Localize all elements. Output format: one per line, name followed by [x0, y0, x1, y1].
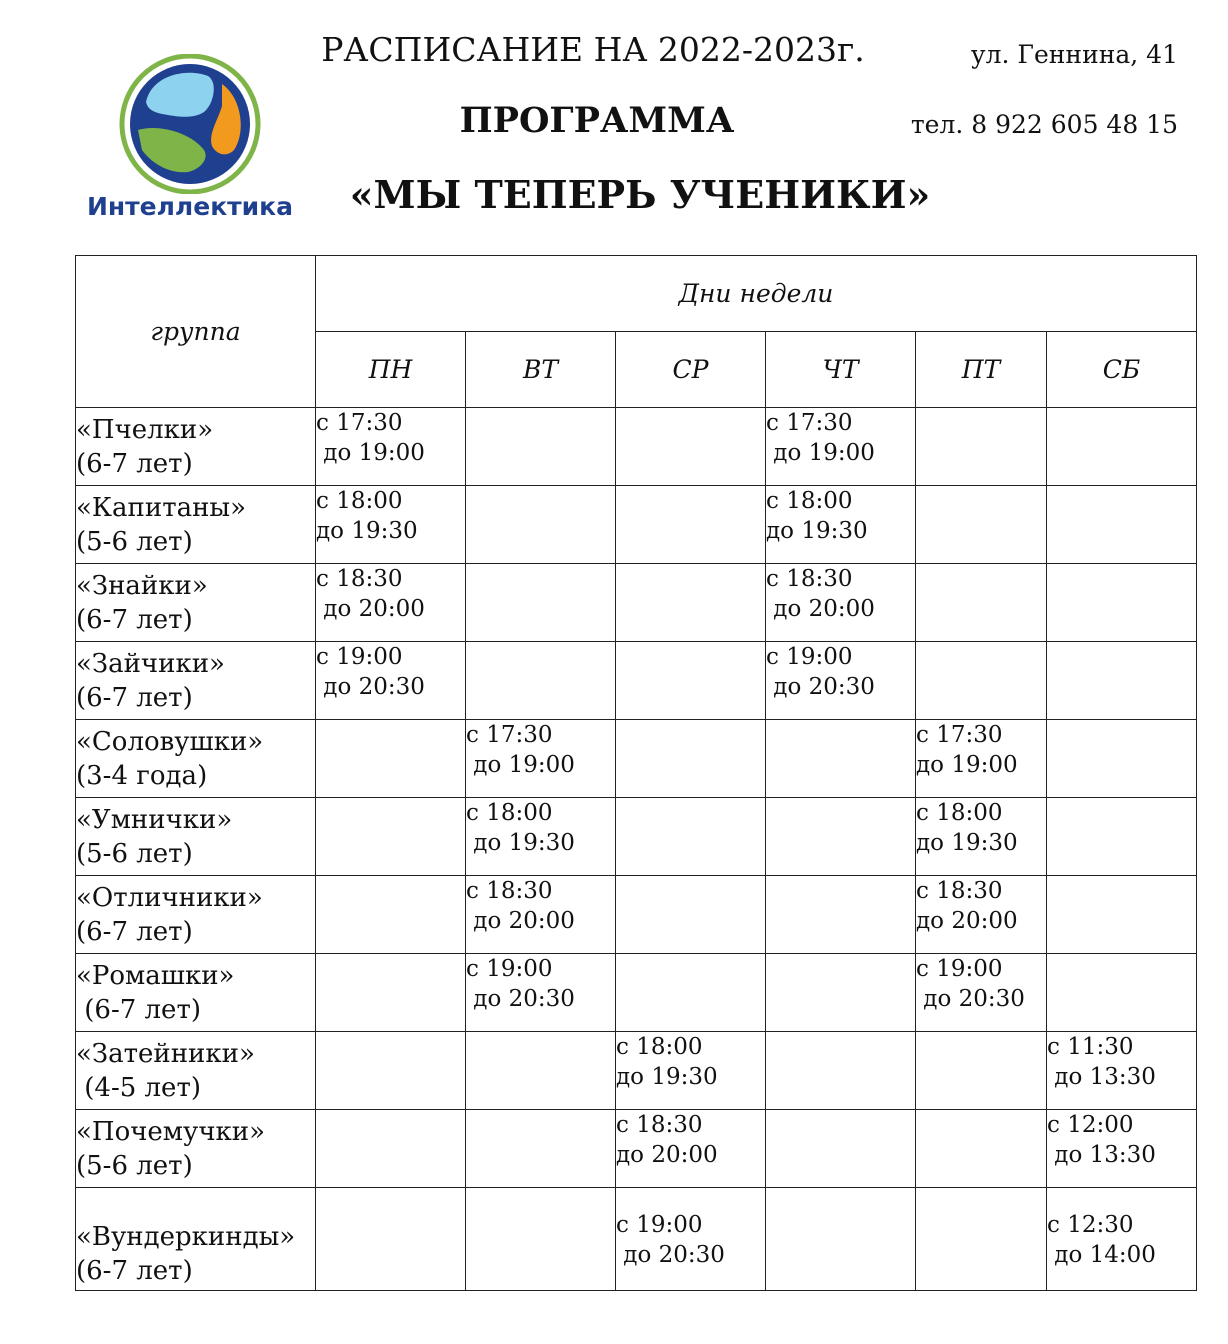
time-cell	[316, 954, 466, 1032]
group-cell	[76, 954, 316, 1032]
time-start: с 11:30	[1047, 1034, 1134, 1060]
time-start: с 18:00	[916, 800, 1003, 826]
time-start: с 18:00	[616, 1034, 703, 1060]
day-header-mon: ПН	[316, 332, 466, 408]
group-age: (6-7 лет)	[76, 916, 193, 947]
group-name: «Знайки»	[76, 570, 208, 601]
time-cell	[916, 1188, 1047, 1291]
table-row	[76, 1110, 1197, 1188]
time-end: до 20:30	[616, 1242, 725, 1268]
table-row	[76, 564, 1197, 642]
time-start: с 17:30	[916, 722, 1003, 748]
time-end: до 19:30	[616, 1064, 718, 1090]
time-cell	[1047, 564, 1197, 642]
time-cell	[616, 1110, 766, 1188]
time-end: до 19:30	[916, 830, 1018, 856]
time-cell	[916, 642, 1047, 720]
group-age: (6-7 лет)	[76, 1256, 193, 1286]
time-start: с 19:00	[916, 956, 1003, 982]
time-cell	[766, 954, 916, 1032]
table-row	[76, 798, 1197, 876]
time-end: до 19:00	[316, 440, 425, 466]
time-cell	[1047, 798, 1197, 876]
time-start: с 18:30	[916, 878, 1003, 904]
group-cell	[76, 486, 316, 564]
group-cell	[76, 1032, 316, 1110]
time-end: до 20:00	[616, 1142, 718, 1168]
group-cell	[76, 1110, 316, 1188]
time-cell	[616, 486, 766, 564]
time-cell	[1047, 954, 1197, 1032]
group-cell	[76, 408, 316, 486]
time-end: до 19:00	[466, 752, 575, 778]
time-start: с 19:00	[466, 956, 553, 982]
time-cell	[916, 954, 1047, 1032]
schedule-title: РАСПИСАНИЕ НА 2022-2023г.	[321, 30, 865, 69]
phone: тел. 8 922 605 48 15	[910, 110, 1178, 139]
group-name: «Капитаны»	[76, 492, 247, 523]
time-cell	[616, 954, 766, 1032]
time-end: до 19:00	[766, 440, 875, 466]
time-cell	[466, 876, 616, 954]
time-cell	[916, 1110, 1047, 1188]
time-cell	[316, 876, 466, 954]
time-cell	[766, 564, 916, 642]
time-start: с 19:00	[616, 1212, 703, 1238]
day-header-fri: ПТ	[916, 332, 1047, 408]
time-cell	[616, 798, 766, 876]
time-cell	[466, 720, 616, 798]
time-cell	[616, 408, 766, 486]
group-cell	[76, 642, 316, 720]
schedule-body	[76, 408, 1197, 1291]
time-cell	[616, 642, 766, 720]
time-cell	[916, 720, 1047, 798]
time-cell	[316, 1110, 466, 1188]
logo	[82, 52, 298, 230]
time-start: с 18:00	[316, 488, 403, 514]
time-cell	[766, 798, 916, 876]
time-start: с 18:30	[766, 566, 853, 592]
time-cell	[316, 564, 466, 642]
time-cell	[466, 1110, 616, 1188]
days-header: Дни недели	[316, 256, 1197, 332]
time-start: с 18:00	[466, 800, 553, 826]
schedule-table	[75, 255, 1197, 1291]
time-start: с 19:00	[766, 644, 853, 670]
group-cell	[76, 564, 316, 642]
time-start: с 17:30	[466, 722, 553, 748]
time-start: с 17:30	[766, 410, 853, 436]
time-end: до 13:30	[1047, 1142, 1156, 1168]
group-name: «Ромашки»	[76, 960, 235, 991]
group-age: (6-7 лет)	[76, 604, 193, 635]
time-end: до 19:30	[466, 830, 575, 856]
time-start: с 12:30	[1047, 1212, 1134, 1238]
time-cell	[916, 408, 1047, 486]
time-cell	[316, 408, 466, 486]
time-cell	[916, 564, 1047, 642]
group-cell	[76, 720, 316, 798]
logo-emblem-icon	[118, 54, 262, 194]
group-name: «Умнички»	[76, 804, 233, 835]
time-cell	[916, 1032, 1047, 1110]
time-start: с 18:30	[316, 566, 403, 592]
time-end: до 19:30	[316, 518, 418, 544]
time-cell	[616, 1032, 766, 1110]
time-cell	[1047, 486, 1197, 564]
time-end: до 20:30	[916, 986, 1025, 1012]
time-cell	[316, 1188, 466, 1291]
table-row	[76, 720, 1197, 798]
time-cell	[466, 486, 616, 564]
time-end: до 19:00	[916, 752, 1018, 778]
time-cell	[766, 876, 916, 954]
time-cell	[316, 798, 466, 876]
group-age: (3-4 года)	[76, 760, 208, 791]
time-start: с 17:30	[316, 410, 403, 436]
group-name: «Вундеркинды»	[76, 1222, 296, 1252]
time-end: до 20:30	[466, 986, 575, 1012]
group-name: «Затейники»	[76, 1038, 255, 1069]
time-cell	[766, 1032, 916, 1110]
time-cell	[1047, 876, 1197, 954]
time-cell	[1047, 1032, 1197, 1110]
group-age: (6-7 лет)	[76, 448, 193, 479]
group-cell	[76, 876, 316, 954]
time-cell	[766, 1188, 916, 1291]
logo-text: Интеллектика	[86, 192, 294, 221]
group-age: (5-6 лет)	[76, 1150, 193, 1181]
time-cell	[466, 1188, 616, 1291]
time-start: с 18:00	[766, 488, 853, 514]
day-header-wed: СР	[616, 332, 766, 408]
table-row	[76, 486, 1197, 564]
time-end: до 20:30	[766, 674, 875, 700]
time-cell	[766, 720, 916, 798]
time-end: до 20:00	[466, 908, 575, 934]
time-cell	[316, 642, 466, 720]
time-cell	[766, 642, 916, 720]
time-cell	[466, 642, 616, 720]
table-row	[76, 954, 1197, 1032]
program-label: ПРОГРАММА	[459, 100, 735, 141]
time-cell	[1047, 408, 1197, 486]
time-cell	[616, 564, 766, 642]
time-cell	[616, 1188, 766, 1291]
group-cell	[76, 798, 316, 876]
group-cell	[76, 1188, 316, 1291]
time-cell	[466, 798, 616, 876]
table-row	[76, 1032, 1197, 1110]
group-age: (5-6 лет)	[76, 838, 193, 869]
time-cell	[916, 876, 1047, 954]
program-name: «МЫ ТЕПЕРЬ УЧЕНИКИ»	[349, 172, 931, 217]
time-cell	[316, 1032, 466, 1110]
group-name: «Почемучки»	[76, 1116, 266, 1147]
time-end: до 13:30	[1047, 1064, 1156, 1090]
time-cell	[916, 486, 1047, 564]
group-age: (6-7 лет)	[76, 682, 193, 713]
group-age: (5-6 лет)	[76, 526, 193, 557]
address: ул. Геннина, 41	[970, 40, 1178, 69]
time-cell	[466, 408, 616, 486]
time-cell	[466, 954, 616, 1032]
group-age: (6-7 лет)	[76, 994, 201, 1025]
time-end: до 20:30	[316, 674, 425, 700]
table-row	[76, 876, 1197, 954]
day-header-sat: СБ	[1047, 332, 1197, 408]
time-end: до 20:00	[766, 596, 875, 622]
day-header-thu: ЧТ	[766, 332, 916, 408]
time-start: с 18:30	[466, 878, 553, 904]
table-row	[76, 408, 1197, 486]
time-cell	[316, 486, 466, 564]
time-cell	[1047, 642, 1197, 720]
table-row	[76, 1188, 1197, 1291]
group-name: «Отличники»	[76, 882, 263, 913]
time-cell	[766, 486, 916, 564]
time-cell	[1047, 1188, 1197, 1291]
time-cell	[616, 720, 766, 798]
time-cell	[766, 1110, 916, 1188]
time-cell	[466, 1032, 616, 1110]
group-age: (4-5 лет)	[76, 1072, 201, 1103]
group-column-header: группа	[76, 256, 316, 408]
time-cell	[916, 798, 1047, 876]
time-cell	[766, 408, 916, 486]
time-cell	[616, 876, 766, 954]
time-end: до 14:00	[1047, 1242, 1156, 1268]
time-start: с 12:00	[1047, 1112, 1134, 1138]
time-end: до 20:00	[316, 596, 425, 622]
time-end: до 20:00	[916, 908, 1018, 934]
group-name: «Зайчики»	[76, 648, 225, 679]
time-cell	[316, 720, 466, 798]
group-name: «Пчелки»	[76, 414, 214, 445]
time-start: с 19:00	[316, 644, 403, 670]
time-end: до 19:30	[766, 518, 868, 544]
time-start: с 18:30	[616, 1112, 703, 1138]
time-cell	[1047, 1110, 1197, 1188]
time-cell	[466, 564, 616, 642]
time-cell	[1047, 720, 1197, 798]
table-row	[76, 642, 1197, 720]
day-header-tue: ВТ	[466, 332, 616, 408]
group-name: «Соловушки»	[76, 726, 264, 757]
